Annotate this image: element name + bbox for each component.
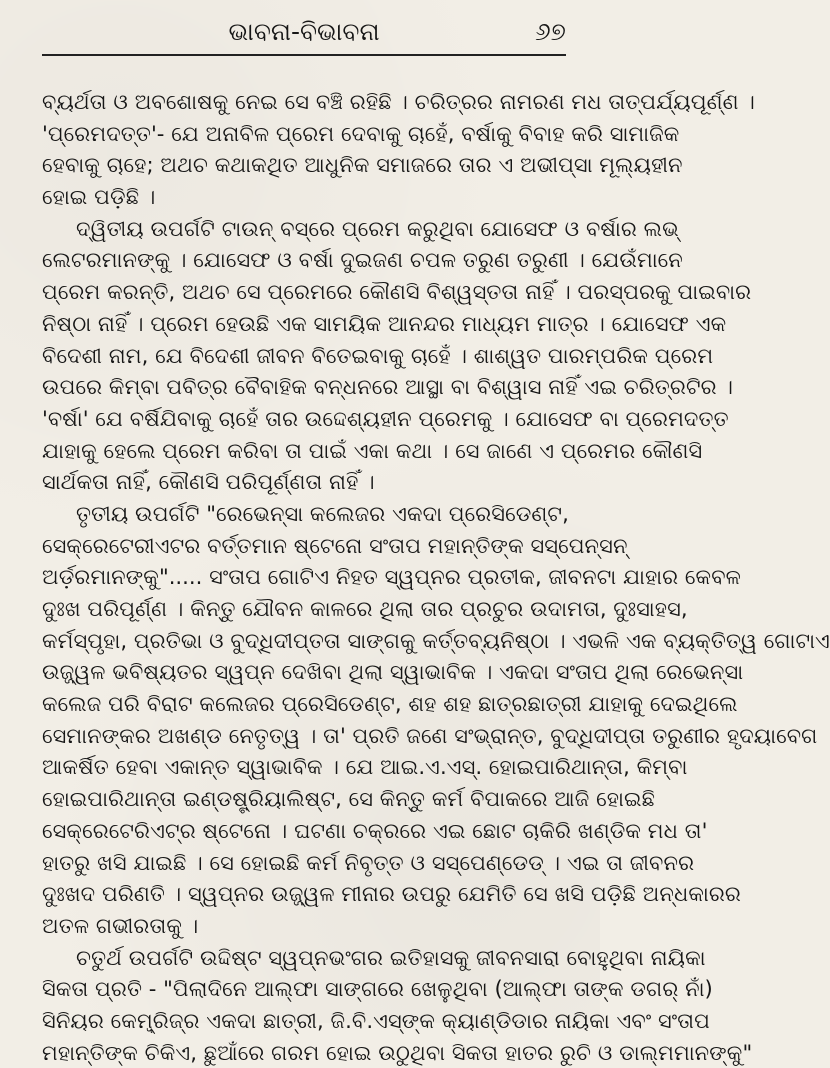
text-line: ଲେଟରମାନଙ୍କୁ । ଯୋସେଫ ଓ ବର୍ଷା ଦୁଇଜଣ ଚପଳ ତରୁଣ ତରୁଣୀ । ଯେଉଁମାନେ: [42, 247, 683, 273]
text-line: ହାତରୁ ଖସି ଯାଇଛି । ସେ ହୋଇଛି କର୍ମ ନିବୃତ୍ତ ଓ ସସ୍‌ପେଣ୍ଡେଡ୍ । ଏଇ ତା ଜୀବନର: [42, 849, 695, 875]
text-line: ଦ୍ୱିତୀୟ ଉପର୍ଗଟି ଟାଉନ୍ ବସ୍‌ରେ ପ୍ରେମ କରୁଥିବା ଯୋସେଫ ଓ ବର୍ଷାର ଲଭ୍: [76, 215, 679, 241]
paragraph-2: [42, 213, 752, 498]
text-line: ଅତଳ ଗଭୀରତାକୁ ।: [42, 912, 199, 938]
text-line: ମହାନ୍ତିଙ୍କ ଚିକିଏ, ଛୁଆଁରେ ଗରମ ହୋଇ ଉଠୁଥିବା ସିକତା ହାତର ରୁଚି ଓ ଡାଲ୍‌ମମାନଙ୍କୁ": [42, 1039, 753, 1065]
paragraph-4: [42, 942, 753, 1068]
text-line: କର୍ମସ୍ପୃହା, ପ୍ରତିଭା ଓ ବୁଦ୍ଧିଦୀପ୍ତତା ସାଙ୍ଗକୁ କର୍ତ୍ତବ୍ୟନିଷ୍ଠା । ଏଭଳି ଏକ ବ୍ୟକ୍ତିତ୍ୱ ଗୋଟାଏ: [42, 627, 830, 653]
text-line: ବ୍ୟର୍ଥତା ଓ ଅବଶୋଷକୁ ନେଇ ସେ ବଞ୍ଚି ରହିଛି । ଚରିତ୍ରର ନାମରଣ ମଧ ତାତ୍ପର୍ଯ୍ୟପୂର୍ଣ୍ଣ ।: [42, 89, 755, 114]
text-line: ସାର୍ଥକତା ନାହିଁ, କୌଣସି ପରିପୂର୍ଣ୍ଣତା ନାହିଁ ।: [42, 469, 375, 495]
text-line: ଯାହାକୁ ହେଲେ ପ୍ରେମ କରିବା ତା ପାଇଁ ଏକା କଥା । ସେ ଜାଣେ ଏ ପ୍ରେମର କୌଣସି: [42, 437, 703, 463]
text-line: ଦୁଃଖଦ ପରିଣତି । ସ୍ୱପ୍ନର ଉଜ୍ଜ୍ୱଳ ମୀନାର ଉପରୁ ଯେମିତି ସେ ଖସି ପଡ଼ିଛି ଅନ୍ଧକାରର: [42, 881, 741, 907]
page-header: [42, 0, 566, 56]
text-line: 'ପ୍ରେମଦତ୍ତ'- ଯେ ଅନାବିଳ ପ୍ରେମ ଦେବାକୁ ଚାହେଁ, ବର୍ଷାକୁ ବିବାହ କରି ସାମାଜିକ: [42, 120, 680, 146]
text-line: ହୋଇପାରିଥାନ୍ତା ଇଣ୍ଡଷ୍ଟ୍ରିୟାଲିଷ୍ଟ, ସେ କିନ୍ତୁ କର୍ମ ବିପାକରେ ଆଜି ହୋଇଛି: [42, 786, 656, 812]
paragraph-3: [42, 498, 830, 942]
text-line: ଉପରେ କିମ୍ବା ପବିତ୍ର ବୈବାହିକ ବନ୍ଧନରେ ଆସ୍ଥା ବା ବିଶ୍ୱାସ ନାହିଁ ଏଇ ଚରିତ୍ରଟିର ।: [42, 374, 733, 400]
header-rule: [42, 54, 566, 56]
text-line: ଉଜ୍ଜ୍ୱଳ ଭବିଷ୍ୟତର ସ୍ୱପ୍ନ ଦେଖିବା ଥିଲା ସ୍ୱାଭାବିକ । ଏକଦା ସଂତାପ ଥିଲା ରେଭେନ୍‌ସା: [42, 659, 744, 685]
text-line: କଲେଜ ପରି ବିରାଟ କଲେଜର ପ୍ରେସିଡେଣ୍ଟ, ଶହ ଶହ ଛାତ୍ରଛାତ୍ରୀ ଯାହାକୁ ଦେଇଥିଲେ: [42, 691, 738, 717]
text-line: ଦୁଃଖ ପରିପୂର୍ଣ୍ଣ । କିନ୍ତୁ ଯୌବନ କାଳରେ ଥିଲା ତାର ପ୍ରଚୁର ଉଦାମତା, ଦୁଃସାହସ,: [42, 596, 688, 621]
text-line: ସିନିୟର କେମ୍ବ୍ରିଜ୍‌ର ଏକଦା ଛାତ୍ରୀ, ଜି.ବି.ଏସ୍‌ଙ୍କ କ୍ୟାଣ୍ଡିଡାର ନାୟିକା ଏବଂ ସଂତାପ: [42, 1007, 710, 1033]
text-line: 'ବର୍ଷା' ଯେ ବର୍ଷିଯିବାକୁ ଚାହେଁ ତାର ଉଦ୍ଦେଶ୍ୟହୀନ ପ୍ରେମକୁ । ଯୋସେଫ ବା ପ୍ରେମଦତ୍ତ: [42, 405, 729, 431]
text-line: ନିଷ୍ଠା ନାହିଁ । ପ୍ରେମ ହେଉଛି ଏକ ସାମୟିକ ଆନନ୍ଦର ମାଧ୍ୟମ ମାତ୍ର । ଯୋସେଫ ଏକ: [42, 310, 727, 336]
text-line: ସେକ୍ରେଟେରୀଏଟର ବର୍ତ୍ତମାନ ଷ୍ଟେନୋ ସଂତାପ ମହାନ୍ତିଙ୍କ ସସ୍‌ପେନ୍‌ସନ୍: [42, 532, 628, 558]
text-line: ହେବାକୁ ଚାହେ; ଅଥଚ କଥାକଥିତ ଆଧୁନିକ ସମାଜରେ ତାର ଏ ଅଭୀପ୍ସା ମୂଲ୍ୟହୀନ: [42, 152, 683, 178]
text-line: ପ୍ରେମ କରନ୍ତି, ଅଥଚ ସେ ପ୍ରେମରେ କୌଣସି ବିଶ୍ୱସ୍ତତା ନାହିଁ । ପରସ୍ପରକୁ ପାଇବାର: [42, 279, 752, 305]
text-line: ହୋଇ ପଡ଼ିଛି ।: [42, 184, 156, 210]
running-title: ଭାବନା-ବିଭାବନା: [228, 17, 380, 46]
text-line: ତୃତୀୟ ଉପର୍ଗଟି "ରେଭେନ୍‌ସା କଲେଜର ଏକଦା ପ୍ରେସିଡେଣ୍ଟ,: [76, 500, 569, 526]
text-line: ସିକତା ପ୍ରତି - "ପିଲାଦିନେ ଆଲ୍‌ଫା ସାଙ୍ଗରେ ଖେଳୁଥିବା (ଆଲ୍‌ଫା ତାଙ୍କ ଡଗର୍ ନାଁ): [42, 976, 713, 1002]
text-line: ଅର୍ଡ଼ରମାନଙ୍କୁ"..... ସଂତାପ ଗୋଟିଏ ନିହତ ସ୍ୱପ୍ନର ପ୍ରତୀକ, ଜୀବନଟା ଯାହାର କେବଳ: [42, 564, 741, 590]
text-line: ସେକ୍ରେଟେରିଏଟ୍‌ର ଷ୍ଟେନୋ । ଘଟଣା ଚକ୍ରରେ ଏଇ ଛୋଟ ଚାକିରି ଖଣ୍ଡିକ ମଧ ତା': [42, 817, 708, 843]
body-text: [42, 86, 830, 1068]
text-line: ଆକର୍ଷିତ ହେବା ଏକାନ୍ତ ସ୍ୱାଭାବିକ । ଯେ ଆଇ.ଏ.ଏସ୍. ହୋଇପାରିଥାନ୍ତା, କିମ୍ବା: [42, 754, 688, 780]
text-line: ଚତୁର୍ଥ ଉପର୍ଗଟି ଉଦ୍ଦିଷ୍ଟ ସ୍ୱପ୍ନଭଂଗର ଇତିହାସକୁ ଜୀବନସାରା ବୋହୁଥିବା ନାୟିକା: [76, 944, 706, 970]
text-line: ବିଦେଶୀ ନାମ, ଯେ ବିଦେଶୀ ଜୀବନ ବିତେଇବାକୁ ଚାହେଁ । ଶାଶ୍ୱତ ପାରମ୍ପରିକ ପ୍ରେମ: [42, 342, 714, 368]
paragraph-1: [42, 86, 755, 213]
text-line: ସେମାନଙ୍କର ଅଖଣ୍ଡ ନେତୃତ୍ୱ । ତା' ପ୍ରତି ଜଣେ ସଂଭ୍ରାନ୍ତ, ବୁଦ୍ଧିଦୀପ୍ତା ତରୁଣୀର ହୃଦୟାବେଗ: [42, 722, 818, 748]
page-number: ୬୭: [534, 17, 566, 46]
